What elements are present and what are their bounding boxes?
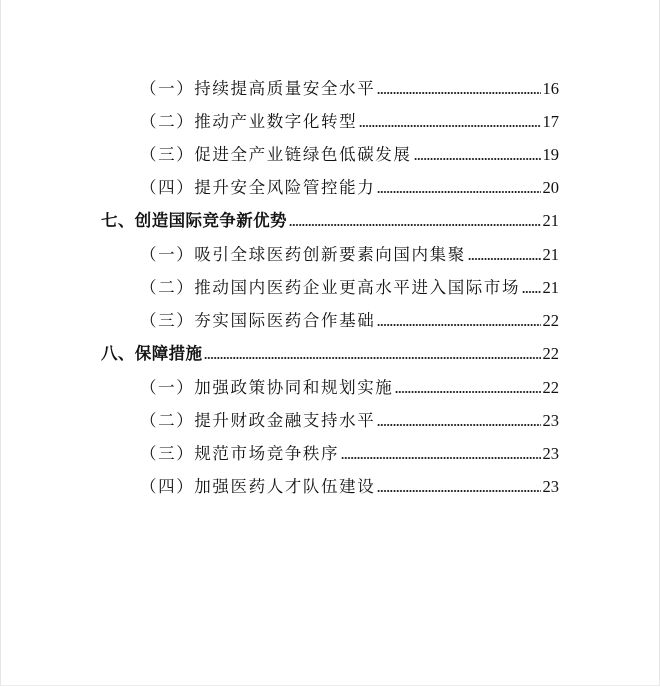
toc-entry-title: （一）加强政策协同和规划实施 [140,378,394,397]
toc-chapter-title: 八、保障措施 [101,344,203,363]
toc-page-number: 21 [542,278,559,297]
toc-entry-title: （三）促进全产业链绿色低碳发展 [140,145,412,164]
toc-entry-title: （一）持续提高质量安全水平 [140,79,376,98]
toc-leader-dots [377,488,540,494]
toc-chapter-entry[interactable] [101,342,559,366]
toc-entry[interactable] [140,376,559,400]
toc-page-number: 20 [542,178,559,197]
toc-entry[interactable] [140,110,559,134]
toc-leader-dots [522,289,540,295]
toc-entry-title: （四）加强医药人才队伍建设 [140,477,376,496]
toc-page-number: 23 [542,411,559,430]
toc-page-number: 22 [542,311,559,330]
toc-leader-dots [377,189,540,195]
toc-entry-title: （二）推动国内医药企业更高水平进入国际市场 [140,278,521,297]
toc-page-number: 19 [542,145,559,164]
toc-entry-title: （三）夯实国际医药合作基础 [140,311,376,330]
toc-page-number: 21 [542,245,559,264]
toc-leader-dots [341,455,540,461]
toc-entry[interactable] [140,243,559,267]
toc-page-number: 22 [542,378,559,397]
toc-entry[interactable] [140,143,559,167]
toc-entry[interactable] [140,276,559,300]
toc-leader-dots [395,389,540,395]
toc-entry-title: （一）吸引全球医药创新要素向国内集聚 [140,245,466,264]
toc-leader-dots [204,355,540,361]
toc-leader-dots [289,222,541,228]
toc-entry-title: （二）提升财政金融支持水平 [140,411,376,430]
toc-page-number: 21 [542,211,559,230]
toc-leader-dots [414,156,541,162]
toc-entry[interactable] [140,442,559,466]
toc-entry[interactable] [140,409,559,433]
toc-page-number: 16 [542,79,559,98]
toc-page-number: 23 [542,477,559,496]
toc-page-number: 17 [542,112,559,131]
toc-leader-dots [377,90,540,96]
toc-page-number: 23 [542,444,559,463]
toc-page-number: 22 [542,344,559,363]
toc-entry[interactable] [140,309,559,333]
toc-entry-title: （三）规范市场竞争秩序 [140,444,340,463]
toc-entry[interactable] [140,475,559,499]
toc-entry-title: （二）推动产业数字化转型 [140,112,358,131]
toc-entry[interactable] [140,77,559,101]
toc-leader-dots [377,322,540,328]
toc-leader-dots [377,422,540,428]
toc-chapter-entry[interactable] [101,209,559,233]
toc-leader-dots [359,123,540,129]
toc-entry[interactable] [140,176,559,200]
toc-entry-title: （四）提升安全风险管控能力 [140,178,376,197]
toc-leader-dots [468,256,541,262]
toc-chapter-title: 七、创造国际竞争新优势 [101,211,287,230]
